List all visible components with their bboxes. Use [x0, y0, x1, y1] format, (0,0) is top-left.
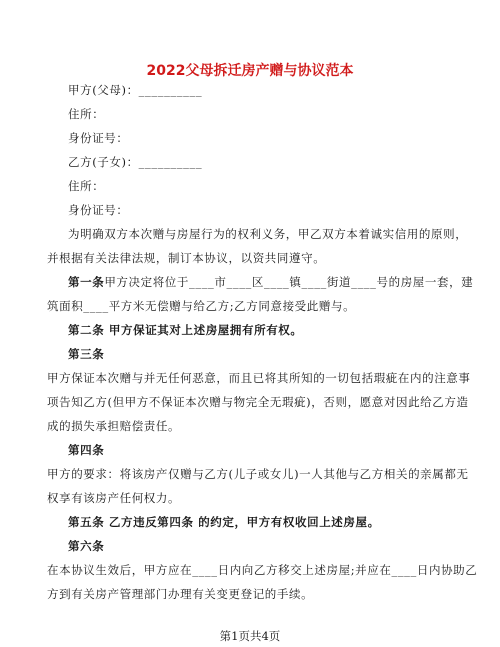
article-3-line-2: 项告知乙方(但甲方不保证本次赠与物完全无瑕疵)，否则，愿意对因此给乙方造: [47, 395, 469, 409]
party-a-address: 住所：: [68, 107, 105, 121]
article-1-line-2: 筑面积____平方米无偿赠与给乙方;乙方同意接受此赠与。: [47, 299, 356, 313]
party-b-address: 住所：: [68, 179, 105, 193]
document-title: 2022父母拆迁房产赠与协议范本: [146, 63, 354, 79]
article-3-line-1: 甲方保证本次赠与并无任何恶意，而且已将其所知的一切包括瑕疵在内的注意事: [47, 371, 471, 385]
party-a-id: 身份证号：: [68, 131, 129, 145]
article-3-line-3: 成的损失承担赔偿责任。: [47, 419, 181, 433]
article-5: 第五条 乙方违反第四条 的约定，甲方有权收回上述房屋。: [68, 515, 380, 529]
party-b-id: 身份证号：: [68, 203, 129, 217]
article-3-heading: 第三条: [68, 347, 105, 361]
article-4-line-1: 甲方的要求：将该房产仅赠与乙方(儿子或女儿)一人其他与乙方相关的亲属都无: [47, 467, 469, 481]
article-2: 第二条 甲方保证其对上述房屋拥有所有权。: [68, 323, 303, 337]
article-4-heading: 第四条: [68, 443, 105, 457]
page-footer: 第1页共4页: [219, 629, 281, 643]
article-6-heading: 第六条: [68, 539, 105, 553]
article-6-line-2: 方到有关房产管理部门办理有关变更登记的手续。: [47, 587, 314, 601]
preamble-line-2: 并根据有关法律法规，制订本协议，以资共同遵守。: [47, 251, 326, 265]
preamble-line-1: 为明确双方本次赠与房屋行为的权利义务，甲乙双方本着诚实信用的原则，: [68, 227, 468, 241]
article-6-line-1: 在本协议生效后，甲方应在____日内向乙方移交上述房屋;并应在____日内协助乙: [47, 563, 478, 577]
party-a-line: 甲方(父母)：__________: [68, 83, 203, 97]
article-1-text: 甲方决定将位于____市____区____镇____街道____号的房屋一套，建: [104, 275, 474, 289]
party-b-line: 乙方(子女)：__________: [68, 155, 203, 169]
article-1-heading: 第一条: [68, 275, 105, 289]
article-1-line-1: [68, 274, 473, 290]
article-4-line-2: 权享有该房产任何权力。: [47, 491, 181, 505]
